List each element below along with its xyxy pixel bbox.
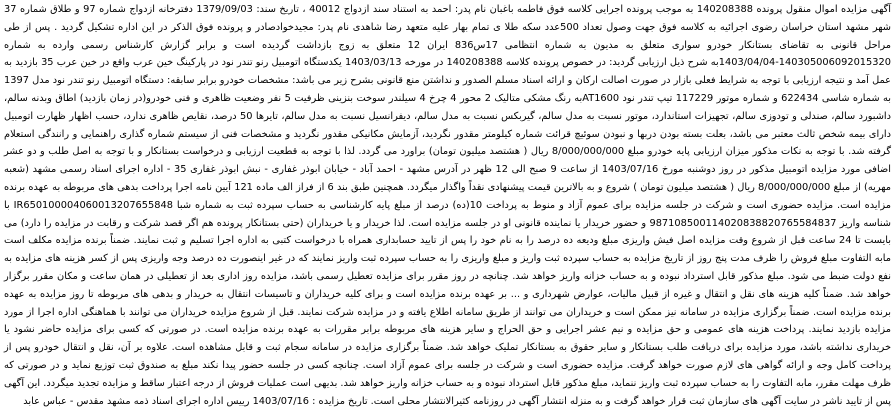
notice-body-text: آگهی مزایده اموال منقول پرونده 140208388 به موجب پرونده اجرایی کلاسه فوق فاطمه باغبان نام پدر: احمد به استناد سند ازدواج 40012 ، تاریخ سند: 1379/09/03 دفترخانه ازدواج شماره 97 و طلاق شماره 37 شهر مشهد استان خراسان رضوی اجرائیه به کلاسه فوق جهت وصول تعداد 500عدد سکه طلا ی تمام بهار علیه متعهد رضا شاهدی نام پدر: مجیدخوادصادر و پرونده فوق الذکر در این اداره تشکیل گردید . پس از طی مراحل قانونی به تقاضای بستانکار خودرو سواری متعلق به مدیون به شماره انتظامی 17س836 ایران 12 متعلق به زوج بازداشت گردیده است و برابر گزارش کارشناس رسمی وارده به شماره 140305006092015320-1403/04/04به شرح ذیل ارزیابی گردید: در خصوص پرونده کلاسه 140208388 در مورخه 1403/03/13 یکدستگاه اتومبیل رنو تندر نود در پارکینگ خین عرب واقع در خین عرب 35 بازدید به عمل آمد و نتیجه ارزیابی با توجه به شرایط فعلی بازار در صورت اصالت ارکان و ارائه اسناد مسلم الصدور و نداشتن منع قانونی بشرح زیر می باشد: مشخصات خودرو برابر سابقه: دستگاه اتومبیل رنو تندر نود مدل 1397 به شماره شاسی 622434 و شماره موتور 117229 تیپ تندر نود AT1600به رنگ مشکی متالیک 2 محور 4 چرخ 4 سیلندر سوخت بنزینی ظرفیت 5 نفر وضعیت ظاهری و فنی خودرو(در زمان بازدید) اطاق وبدنه سالم، داشبورد سالم، صندلی و تودوزی سالم، تجهیزات استاندارد، موتور نسبت به مدل سالم، گیربکس نسبت به مدل سالم، دیفرانسیل نسبت به مدل سالم، تایرها 50 درصد، نقایص ظاهری ندارد، حسب اظهار ظهارت اتومبیل دارای بیمه شخص ثالث معتبر می باشد، بعلت بسته بودن دربها و نبودن سوئیچ قرائت شماره کیلومتر مقدور نگردید، آزمایش مکانیکی مقدور نگردید و مشخصات فنی از سیستم شماره گذاری راهنمایی و رانندگی استعلام گرفته شد. با توجه به نکات مذکور میزان ارزیابی پایه خودرو مبلغ 8/000/000/000 ریال ( هشتصد میلیون تومان) براورد می گردد. لذا با توجه به قطعیت ارزیابی و درخواست بستانکار و با توجه به اصل طلب و دو عشر اضافی مورد مزایده اتومبیل مذکور در روز دوشنبه مورخ 1403/07/16 از ساعت 9 صبح الی 12 ظهر در آدرس مشهد - احمد آباد - خیابان ابوذر غفاری - نبش ابوذر غفاری 35 - اداره اجرای اسناد رسمی مشهد (شعبه مهریه) از مبلغ 8/000/000/000 ریال ( هشتصد میلیون تومان ) شروع و به بالاترین قیمت پیشنهادی نقداً واگذار میگردد. همچنین طبق بند 6 از فراز الف ماده 121 آیین نامه اجرا پرداخت بدهی های مربوطه به عهده برنده مزایده است. مزایده حضوری است و شرکت در جلسه مزایده برای عموم آزاد و منوط به پرداخت 10(ده) درصد از مبلغ پایه کارشناسی به حساب سپرده ثبت به شماره شبا IR650100004060013207655848 با شناسه واریز 987108500114020838820765584837 و حضور خریدار یا نماینده قانونی او در جلسه مزایده است. لذا خریدار و یا خریداران (حتی بستانکار پرونده هم اگر قصد شرکت و رقابت در مزایده را دارد) می بایست تا 24 ساعت قبل از شروع وقت مزایده اصل فیش واریزی مبلغ ودیعه ده درصد را به نام خود را پس از تایید حسابداری همراه با درخواست کتبی به اداره اجرا تسلیم و ثبت نمایند. ضمناً برنده مزایده مکلف است مابه التفاوت مبلغ فروش را ظرف مدت پنج روز از تاریخ مزایده به حساب سپرده ثبت واریز و مبلغ واریزی را به حساب سپرده ثبت واریز نمایند که در غیر اینصورت ده درصد وجه واریزی پس از کسر هزینه های مزایده به نفع دولت ضبط می شود. مبلغ مذکور قابل استرداد نبوده و به حساب خزانه واریز خواهد شد. چنانچه در روز مقرر برای مزایده تعطیل رسمی باشد، مزایده روز اداری بعد از تعطیلی در همان ساعت و مکان مقرر برگزار خواهد شد. ضمناً کلیه هزینه های نقل و انتقال و غیره از قبیل مالیات، عوارض شهرداری و ... بر عهده برنده مزایده است و برای کلیه خریداران و تاسیسات انتقال به خریدار و بدهی های مربوطه تا روز مزایده به عهده برنده مزایده است. ضمناً برگزاری مزایده در سامانه نیز ممکن است و خریداران می توانند از طریق سامانه اطلاع یافته و در مزایده شرکت نمایند. قبل از شروع مزایده خریداران می توانند با هماهنگی اداره اجرا از مورد مزایده بازدید نمایند. پرداخت هزینه های عمومی و حق مزایده و نیم عشر اجرایی و حق الحراج و سایر هزینه های مربوطه برابر مقررات به عهده برنده مزایده است. در صورتی که کسی برای مزایده حاضر نشود یا خریداری نداشته باشد، مورد مزایده برای دریافت طلب بستانکار و سایر حقوق به بستانکار تملیک خواهد شد. ضمناً برگزاری مزایده در سامانه سجام ثبت و قابل مشاهده است. علاوه بر آن، نقل و انتقال خودرو پس از پرداخت کامل وجه و ارائه گواهی های لازم صورت خواهد گرفت. مزایده حضوری است و شرکت در جلسه برای عموم آزاد است. چنانچه کسی در جلسه حضور پیدا نکند مبلغ به صندوق ثبت توزیع نماید و در صورتی که ظرف مهلت مقرر، مابه التفاوت را به حساب سپرده ثبت واریز ننماید، مبلغ مذکور قابل استرداد نبوده و به حساب خزانه واریز خواهد شد. بدیهی است عملیات فروش از درجه اعتبار ساقط و مزایده تجدید میگردد. این آگهی پس از تایید ناشر در سایت آگهی های سازمان ثبت قرار خواهد گرفت و به منزله انتشار آگهی در روزنامه کثیرالانتشار محلی است. تاریخ مزایده : 1403/07/16 رییس اداره اجرای اسناد ذمه مشهد مقدس - عباس عابد [4, 4, 892, 407]
